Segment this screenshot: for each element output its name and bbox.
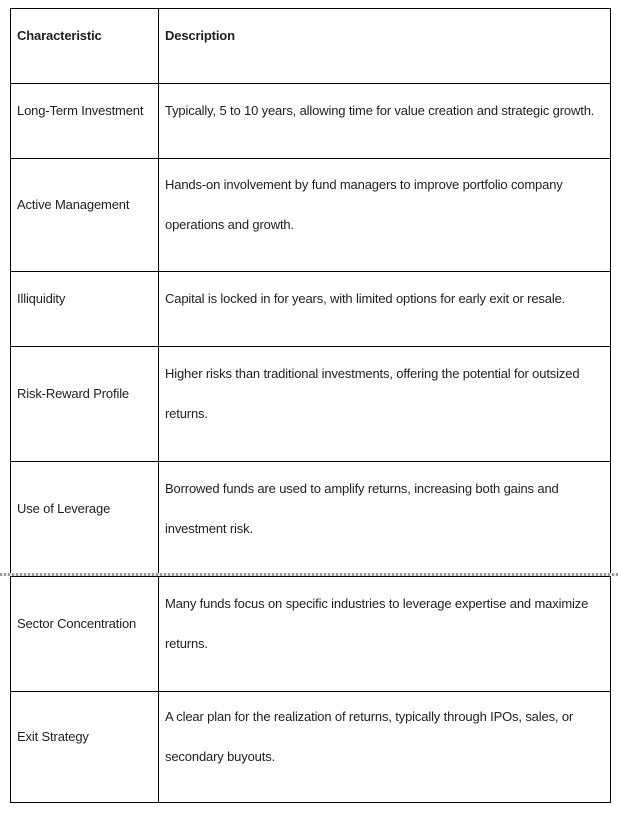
table-header-row [11,9,611,84]
table-row [11,84,611,159]
page-break-indicator [0,573,618,576]
description-text: Borrowed funds are used to amplify returns, increasing both gains and investment risk. [165,481,559,536]
cell-description[interactable] [159,462,611,577]
description-text: A clear plan for the realization of returns, typically through IPOs, sales, or secondary buyouts. [165,709,574,764]
description-text: Capital is locked in for years, with limited options for early exit or resale. [165,291,566,306]
characteristics-table [10,8,611,803]
table-row [11,692,611,803]
characteristic-label: Illiquidity [17,291,66,306]
cell-description[interactable] [159,577,611,692]
description-text: Typically, 5 to 10 years, allowing time for value creation and strategic growth. [165,103,595,118]
characteristic-label: Risk-Reward Profile [17,386,130,401]
description-text: Higher risks than traditional investments, offering the potential for outsized returns. [165,366,580,421]
table-row [11,272,611,347]
cell-characteristic[interactable] [11,577,159,692]
table-row [11,159,611,272]
header-description-label: Description [165,28,235,43]
cell-description[interactable] [159,692,611,803]
cell-characteristic[interactable] [11,462,159,577]
cell-description[interactable] [159,347,611,462]
header-cell-description[interactable] [159,9,611,84]
characteristic-label: Use of Leverage [17,501,111,516]
cell-characteristic[interactable] [11,692,159,803]
table-row [11,347,611,462]
characteristic-label: Active Management [17,197,130,212]
table-row [11,577,611,692]
table-row [11,462,611,577]
cell-characteristic[interactable] [11,159,159,272]
cell-characteristic[interactable] [11,347,159,462]
characteristic-label: Exit Strategy [17,729,89,744]
header-characteristic-label: Characteristic [17,28,102,43]
cell-description[interactable] [159,272,611,347]
cell-description[interactable] [159,84,611,159]
cell-characteristic[interactable] [11,272,159,347]
characteristic-label: Sector Concentration [17,616,137,631]
cell-characteristic[interactable] [11,84,159,159]
header-cell-characteristic[interactable] [11,9,159,84]
description-text: Hands-on involvement by fund managers to improve portfolio company operations and growth. [165,177,563,232]
description-text: Many funds focus on specific industries to leverage expertise and maximize returns. [165,596,589,651]
characteristic-label: Long-Term Investment [17,103,144,118]
cell-description[interactable] [159,159,611,272]
